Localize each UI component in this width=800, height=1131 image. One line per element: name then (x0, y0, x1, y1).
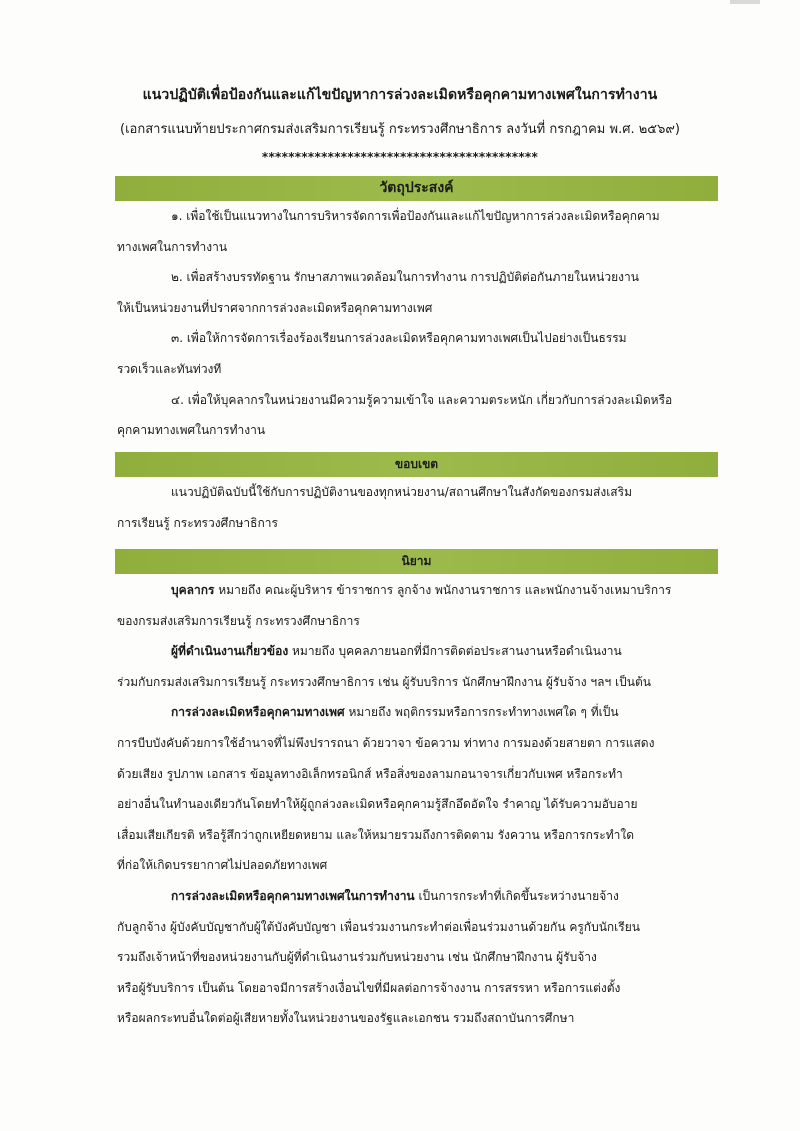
scope-heading: ขอบเขต (115, 452, 718, 477)
objectives-body (117, 201, 715, 446)
objective-3-line-2: รวดเร็วและทันท่วงที (117, 361, 222, 376)
definition-4-line-1 (117, 881, 715, 912)
definition-4-term: การล่วงละเมิดหรือคุกคามทางเพศในการทำงาน (171, 888, 415, 903)
definition-4-line-5: หรือผลกระทบอื่นใดต่อผู้เสียหายทั้งในหน่วยงานของรัฐและเอกชน รวมถึงสถาบันการศึกษา (117, 1011, 575, 1026)
definition-3-text: หมายถึง พฤติกรรมหรือการกระทำทางเพศใด ๆ ที่เป็น (344, 705, 619, 720)
objectives-heading: วัตถุประสงค์ (115, 176, 718, 201)
definition-3-line-3: ด้วยเสียง รูปภาพ เอกสาร ข้อมูลทางอิเล็กทรอนิกส์ หรือสิ่งของลามกอนาจารเกี่ยวกับเพศ หรือกระทำ (117, 766, 623, 781)
scan-mark (730, 0, 760, 4)
definition-1-line-1 (117, 575, 715, 606)
objective-3-line-1: ๓. เพื่อให้การจัดการเรื่องร้องเรียนการล่วงละเมิดหรือคุกคามทางเพศเป็นไปอย่างเป็นธรรม (171, 331, 627, 346)
definition-1-term: บุคลากร (171, 583, 215, 597)
definition-3-term: การล่วงละเมิดหรือคุกคามทางเพศ (171, 705, 345, 720)
definition-2-term: ผู้ที่ดำเนินงานเกี่ยวข้อง (171, 644, 289, 659)
definition-2-text: หมายถึง บุคคลภายนอกที่มีการติดต่อประสานงานหรือดำเนินงาน (288, 644, 622, 659)
scope-line-2: การเรียนรู้ กระทรวงศึกษาธิการ (117, 515, 278, 530)
objective-2-line-1: ๒. เพื่อสร้างบรรทัดฐาน รักษาสภาพแวดล้อมในการทำงาน การปฏิบัติต่อกันภายในหน่วยงาน (171, 270, 639, 285)
objective-1-line-1: ๑. เพื่อใช้เป็นแนวทางในการบริหารจัดการเพื่อป้องกันและแก้ไขปัญหาการล่วงละเมิดหรือคุกคาม (171, 209, 660, 223)
definition-4-line-4: หรือผู้รับบริการ เป็นต้น โดยอาจมีการสร้างเงื่อนไขที่มีผลต่อการจ้างงาน การสรรหา หรือการแต่งตั้ง (117, 980, 621, 995)
definition-3-line-4: อย่างอื่นในทำนองเดียวกันโดยทำให้ผู้ถูกล่วงละเมิดหรือคุกคามรู้สึกอึดอัดใจ รำคาญ ได้รับความอับอาย (117, 797, 638, 812)
definition-3-line-1 (117, 697, 715, 728)
document-subtitle: (เอกสารแนบท้ายประกาศกรมส่งเสริมการเรียนรู้ กระทรวงศึกษาธิการ ลงวันที่ กรกฎาคม พ.ศ. ๒๕๖๙) (120, 122, 680, 137)
scope-body (117, 477, 715, 538)
objective-4-line-1: ๔. เพื่อให้บุคลากรในหน่วยงานมีความรู้ความเข้าใจ และความตระหนัก เกี่ยวกับการล่วงละเมิดหรือ (171, 392, 673, 407)
objective-4-line-2: คุกคามทางเพศในการทำงาน (117, 423, 266, 438)
definition-4-text: เป็นการกระทำที่เกิดขึ้นระหว่างนายจ้าง (414, 888, 619, 903)
definitions-heading: นิยาม (115, 549, 718, 574)
definition-3-line-5: เสื่อมเสียเกียรติ หรือรู้สึกว่าถูกเหยียดหยาม และให้หมายรวมถึงการติดตาม รังควาน หรือการกระทำใด (117, 827, 635, 842)
definition-3-line-2: การบีบบังคับด้วยการใช้อำนาจที่ไม่พึงปรารถนา ด้วยวาจา ข้อความ ท่าทาง การมองด้วยสายตา การแสดง (117, 735, 655, 750)
document-title: แนวปฏิบัติเพื่อป้องกันและแก้ไขปัญหาการล่วงละเมิดหรือคุกคามทางเพศในการทำงาน (142, 87, 658, 103)
definition-2-line-2: ร่วมกับกรมส่งเสริมการเรียนรู้ กระทรวงศึกษาธิการ เช่น ผู้รับบริการ นักศึกษาฝึกงาน ผู้รับจ้าง ฯลฯ เป็นต้น (117, 674, 651, 689)
objective-2-line-2: ให้เป็นหน่วยงานที่ปราศจากการล่วงละเมิดหรือคุกคามทางเพศ (117, 300, 433, 315)
definition-2-line-1 (117, 636, 715, 667)
objective-1-line-2: ทางเพศในการทำงาน (117, 239, 228, 254)
separator-line: ****************************************** (261, 150, 539, 164)
definition-1-line-2: ของกรมส่งเสริมการเรียนรู้ กระทรวงศึกษาธิการ (117, 613, 360, 628)
definition-3-line-6: ที่ก่อให้เกิดบรรยากาศไม่ปลอดภัยทางเพศ (117, 858, 328, 873)
definition-1-text: หมายถึง คณะผู้บริหาร ข้าราชการ ลูกจ้าง พนักงานราชการ และพนักงานจ้างเหมาบริการ (214, 583, 672, 597)
definitions-body (117, 575, 715, 1034)
definition-4-line-3: รวมถึงเจ้าหน้าที่ของหน่วยงานกับผู้ที่ดำเนินงานร่วมกับหน่วยงาน เช่น นักศึกษาฝึกงาน ผู้รับจ้าง (117, 950, 597, 965)
definition-4-line-2: กับลูกจ้าง ผู้บังคับบัญชากับผู้ใต้บังคับบัญชา เพื่อนร่วมงานกระทำต่อเพื่อนร่วมงานด้วยกัน ครูกับนักเรียน (117, 919, 640, 934)
scope-line-1: แนวปฏิบัติฉบับนี้ใช้กับการปฏิบัติงานของทุกหน่วยงาน/สถานศึกษาในสังกัดของกรมส่งเสริม (171, 485, 632, 499)
